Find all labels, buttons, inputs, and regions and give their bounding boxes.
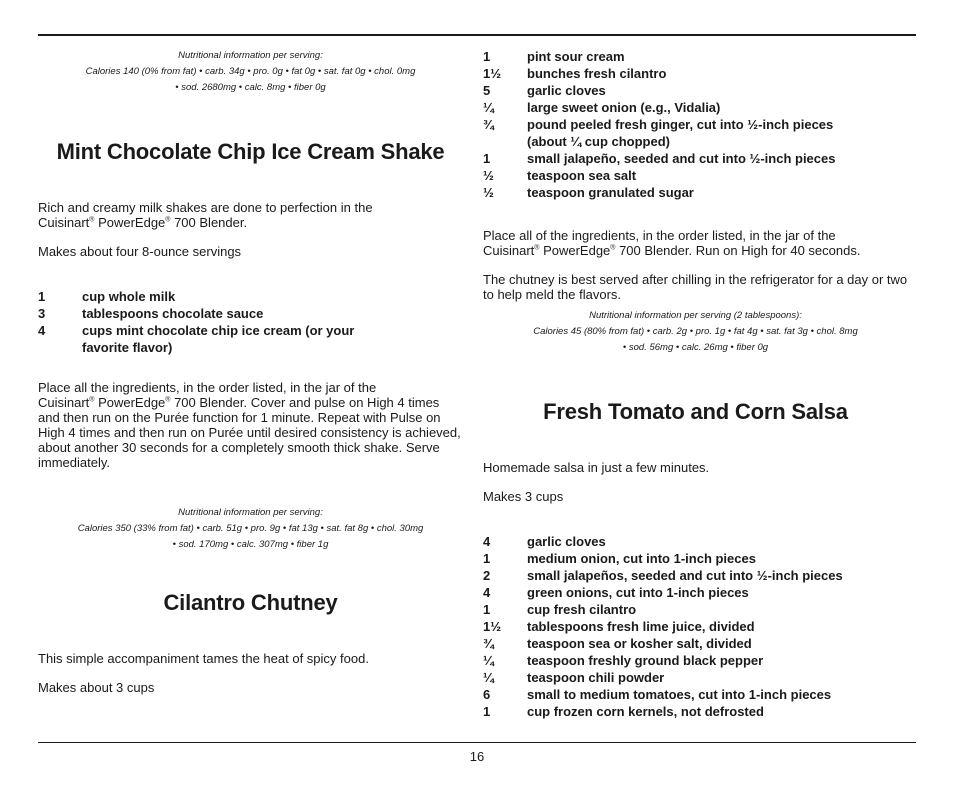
ingredient-text: green onions, cut into 1-inch pieces — [527, 585, 749, 600]
ingredient-text: cup frozen corn kernels, not defrosted — [527, 704, 764, 719]
recipe-yield: Makes 3 cups — [483, 489, 564, 504]
recipe-title-mint-shake: Mint Chocolate Chip Ice Cream Shake — [56, 139, 445, 164]
left-column — [38, 48, 463, 695]
ingredient-text: teaspoon chili powder — [527, 670, 665, 685]
ingredient-text: tablespoons fresh lime juice, divided — [527, 619, 755, 634]
ingredient-text: teaspoon sea or kosher salt, divided — [527, 636, 752, 651]
ingredient-text: tablespoons chocolate sauce — [82, 306, 264, 321]
nutrition-info-cilantro — [483, 308, 908, 356]
ingredient-row — [483, 652, 908, 669]
ingredient-qty: 4 — [483, 585, 491, 600]
ingredient-row — [483, 584, 908, 601]
ingredient-row — [38, 305, 463, 322]
ingredient-text: small to medium tomatoes, cut into 1-inch pieces — [527, 687, 832, 702]
nutrition-info-mint — [38, 505, 463, 553]
ingredient-text: pint sour cream — [527, 49, 625, 64]
nutrition-heading: Nutritional information per serving: — [178, 507, 323, 518]
recipe-directions: Place all of the ingredients, in the order listed, in the jar of the Cuisinart® PowerEdge® 700 Blender. Run on High for 40 seconds. — [483, 228, 861, 258]
ingredient-qty: 1½ — [483, 66, 502, 81]
ingredient-qty: ¼ — [483, 653, 494, 668]
ingredient-qty: ¼ — [483, 100, 494, 115]
ingredient-text: teaspoon freshly ground black pepper — [527, 653, 764, 668]
ingredient-row — [483, 150, 908, 167]
nutrition-line: • sod. 56mg • calc. 26mg • fiber 0g — [622, 342, 769, 353]
ingredient-row — [483, 635, 908, 652]
ingredient-text: small jalapeños, seeded and cut into ½-inch pieces — [527, 568, 843, 583]
ingredient-row — [483, 533, 908, 550]
ingredient-qty: ½ — [483, 168, 494, 183]
ingredient-qty: 1 — [483, 151, 491, 166]
nutrition-line: Calories 45 (80% from fat) • carb. 2g • pro. 1g • fat 4g • sat. fat 3g • chol. 8mg — [533, 326, 858, 337]
ingredient-list-salsa — [483, 533, 908, 720]
ingredient-qty: 4 — [483, 534, 491, 549]
nutrition-line: • sod. 2680mg • calc. 8mg • fiber 0g — [175, 82, 326, 93]
ingredient-row — [483, 167, 908, 184]
recipe-title-cilantro-chutney: Cilantro Chutney — [163, 590, 338, 615]
ingredient-qty: 5 — [483, 83, 491, 98]
ingredient-row — [483, 618, 908, 635]
nutrition-line: Calories 350 (33% from fat) • carb. 51g • pro. 9g • fat 13g • sat. fat 8g • chol. 30mg — [77, 523, 424, 534]
ingredient-text: large sweet onion (e.g., Vidalia) — [527, 100, 721, 115]
ingredient-qty: 2 — [483, 568, 491, 583]
recipe-intro: Homemade salsa in just a few minutes. — [483, 460, 710, 475]
ingredient-text: small jalapeño, seeded and cut into ½-inch pieces — [527, 151, 836, 166]
page-number: 16 — [469, 749, 485, 764]
ingredient-row — [483, 703, 908, 720]
ingredient-row — [483, 686, 908, 703]
ingredient-qty: 6 — [483, 687, 491, 702]
recipe-intro: Rich and creamy milk shakes are done to perfection in the Cuisinart® PowerEdge® 700 Blender. — [38, 200, 373, 230]
recipe-yield: Makes about 3 cups — [38, 680, 155, 695]
recipe-intro: This simple accompaniment tames the heat of spicy food. — [38, 651, 369, 666]
ingredient-qty: 3 — [38, 306, 46, 321]
ingredient-text: garlic cloves — [527, 534, 606, 549]
bottom-rule — [38, 742, 916, 743]
ingredient-qty: 1½ — [483, 619, 502, 634]
ingredient-row — [483, 99, 908, 116]
ingredient-row — [483, 184, 908, 201]
ingredient-text: cup fresh cilantro — [527, 602, 637, 617]
ingredient-qty: 1 — [483, 602, 491, 617]
ingredient-qty: 1 — [483, 704, 491, 719]
ingredient-text: garlic cloves — [527, 83, 606, 98]
ingredient-row — [483, 116, 908, 150]
ingredient-row — [38, 288, 463, 305]
ingredient-qty: ½ — [483, 185, 494, 200]
nutrition-info-previous — [38, 48, 463, 96]
ingredient-text: cup whole milk — [82, 289, 176, 304]
right-column — [483, 48, 908, 720]
recipe-directions: Place all the ingredients, in the order listed, in the jar of the Cuisinart® PowerEdge® 700 Blender. Cover and pulse on High 4 times and then run on the Purée function for 1 minute. Repeat with Pulse on High 4 times and then run on Purée until desired consistency is achieved, about another 30 seconds for a completely smooth thick shake. Serve immediately. — [38, 380, 461, 470]
nutrition-heading: Nutritional information per serving (2 tablespoons): — [589, 310, 802, 321]
ingredient-text: teaspoon sea salt — [527, 168, 637, 183]
ingredient-qty: ¼ — [483, 670, 494, 685]
ingredient-list-mint — [38, 288, 463, 356]
ingredient-row — [483, 550, 908, 567]
ingredient-row — [483, 669, 908, 686]
ingredient-text: teaspoon granulated sugar — [527, 185, 694, 200]
recipe-title-tomato-corn-salsa: Fresh Tomato and Corn Salsa — [543, 399, 848, 424]
ingredient-row — [483, 601, 908, 618]
recipe-serving-note: The chutney is best served after chilling in the refrigerator for a day or two to help meld the flavors. — [483, 272, 908, 302]
ingredient-qty: ¾ — [483, 117, 494, 132]
ingredient-text: medium onion, cut into 1-inch pieces — [527, 551, 756, 566]
ingredient-row — [483, 48, 908, 65]
ingredient-list-cilantro — [483, 48, 908, 201]
nutrition-line: Calories 140 (0% from fat) • carb. 34g • pro. 0g • fat 0g • sat. fat 0g • chol. 0mg — [85, 66, 416, 77]
ingredient-qty: 4 — [38, 323, 46, 338]
ingredient-text: cups mint chocolate chip ice cream (or your favorite flavor) — [82, 323, 355, 355]
recipe-yield: Makes about four 8-ounce servings — [38, 244, 242, 259]
ingredient-text: bunches fresh cilantro — [527, 66, 667, 81]
ingredient-text: pound peeled fresh ginger, cut into ½-inch pieces (about ¼ cup chopped) — [527, 117, 834, 149]
ingredient-qty: 1 — [483, 49, 491, 64]
top-rule — [38, 34, 916, 36]
ingredient-row — [38, 322, 463, 356]
ingredient-qty: 1 — [38, 289, 46, 304]
ingredient-qty: 1 — [483, 551, 491, 566]
ingredient-qty: ¾ — [483, 636, 494, 651]
nutrition-line: • sod. 170mg • calc. 307mg • fiber 1g — [172, 539, 329, 550]
ingredient-row — [483, 82, 908, 99]
ingredient-row — [483, 65, 908, 82]
ingredient-row — [483, 567, 908, 584]
nutrition-heading: Nutritional information per serving: — [178, 50, 323, 61]
